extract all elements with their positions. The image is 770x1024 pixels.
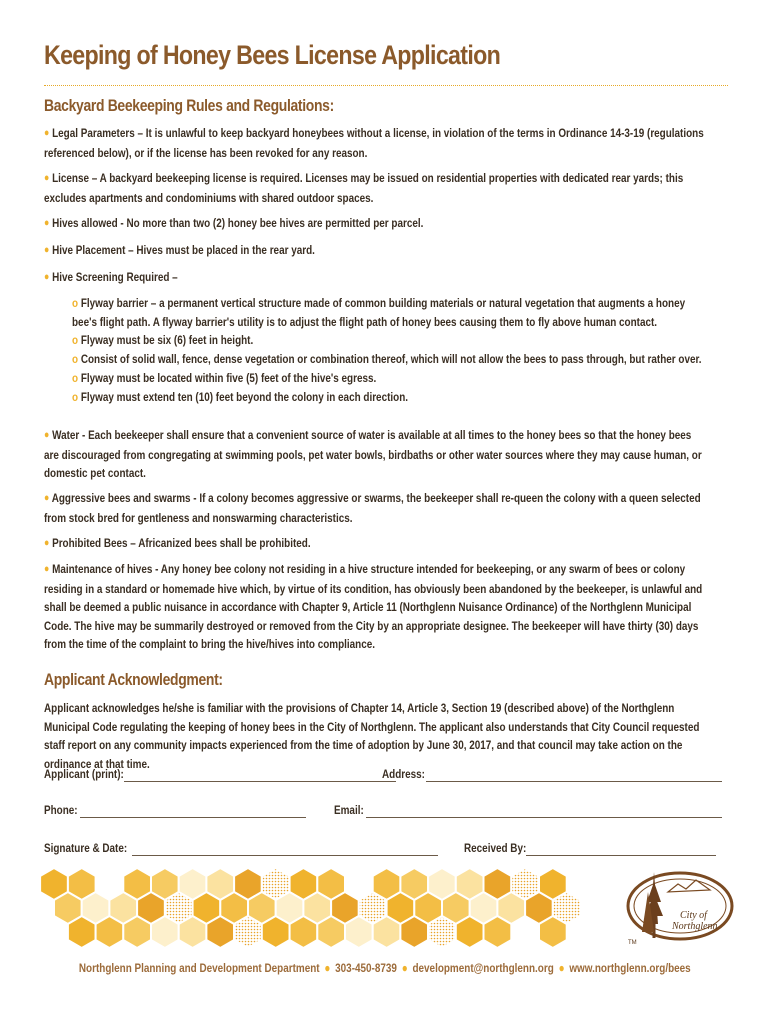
applicant-field[interactable] xyxy=(124,781,396,782)
sub-bullet-icon: o xyxy=(72,371,79,385)
honeycomb-cell xyxy=(484,916,512,948)
bullet-icon: ● xyxy=(44,429,50,441)
footer-website-link[interactable]: www.northglenn.org/bees xyxy=(569,961,691,975)
footer-department: Northglenn Planning and Development Department xyxy=(78,961,320,975)
honeycomb-cells xyxy=(40,868,580,948)
bullet-icon: ● xyxy=(44,217,50,229)
form-row-phone xyxy=(44,803,724,823)
received-by-label: Received By: xyxy=(464,841,527,855)
sub-bullet-icon: o xyxy=(72,352,79,366)
screening-item: o Flyway must be located within five (5) feet of the hive's egress. xyxy=(72,371,377,385)
footer-phone: 303-450-8739 xyxy=(335,961,397,975)
screening-item: o Flyway must extend ten (10) feet beyond the colony in each direction. xyxy=(72,390,409,404)
honeycomb-cell xyxy=(262,916,290,948)
email-label: Email: xyxy=(334,803,364,817)
honeycomb-cell xyxy=(68,916,96,948)
received-by-field[interactable] xyxy=(526,855,716,856)
address-label: Address: xyxy=(382,767,425,781)
logo-text-northglenn: Northglenn xyxy=(672,921,718,932)
honeycomb-cell xyxy=(234,916,262,948)
rule-aggressive-bees: ● Aggressive bees and swarms - If a colony becomes aggressive or swarms, the beekeeper shall re-queen the colony with a queen selected from stock bred for gentleness and nonswarming characteristics. xyxy=(44,491,701,525)
screening-item: o Flyway must be six (6) feet in height. xyxy=(72,333,254,347)
phone-field[interactable] xyxy=(80,817,306,818)
honeycomb-cell xyxy=(456,916,484,948)
page-title: Keeping of Honey Bees License Application xyxy=(44,40,501,70)
rule-hive-placement: ● Hive Placement – Hives must be placed in the rear yard. xyxy=(44,243,315,257)
rule-hive-screening: ● Hive Screening Required – xyxy=(44,270,178,284)
separator-dot-icon: ● xyxy=(558,961,565,975)
bullet-icon: ● xyxy=(44,271,50,283)
screening-item: o Flyway barrier – a permanent vertical structure made of common building materials or natural vegetation that augments a honey bee's flight path. A flyway barrier's utility is to adjust the flight path of honey bees causing them to fly above human contact. xyxy=(72,296,686,329)
honeycomb-cell xyxy=(206,916,234,948)
separator-dot-icon: ● xyxy=(324,961,331,975)
sub-bullet-icon: o xyxy=(72,296,79,310)
footer-contact xyxy=(0,961,770,975)
honeycomb-cell xyxy=(290,916,318,948)
title-divider xyxy=(44,85,728,86)
trademark-label: TM xyxy=(628,940,637,946)
form-row-signature xyxy=(44,841,724,861)
bullet-icon: ● xyxy=(44,563,50,575)
bullet-icon: ● xyxy=(44,172,50,184)
northglenn-logo xyxy=(620,862,738,948)
signature-date-field[interactable] xyxy=(132,855,438,856)
honeycomb-cell xyxy=(151,916,179,948)
separator-dot-icon: ● xyxy=(401,961,408,975)
bullet-icon: ● xyxy=(44,537,50,549)
bullet-icon: ● xyxy=(44,244,50,256)
screening-item: o Consist of solid wall, fence, dense vegetation or combination thereof, which will not allow the bees to pass through, but rather over. xyxy=(72,352,702,366)
address-field[interactable] xyxy=(426,781,722,782)
rule-maintenance: ● Maintenance of hives - Any honey bee colony not residing in a hive structure intended for beekeeping, or any swarm of bees or colony residing in a standard or homemade hive which, by virtue of its condition, has obviously been abandoned by the beekeeper, is unlawful and shall be deemed a public nuisance in accordance with Chapter 9, Article 11 (Northglenn Nuisance Ordinance) of the Northglenn Municipal Code. The hive may be summarily destroyed or removed from the City by an appropriate designee. The beekeeper will have thirty (30) days from the time of the complaint to bring the hive/hives into compliance. xyxy=(44,562,703,652)
honeycomb-cell xyxy=(179,916,207,948)
applicant-label: Applicant (print): xyxy=(44,767,124,781)
rule-legal-parameters: ● Legal Parameters – It is unlawful to keep backyard honeybees without a license, in violation of the terms in Ordinance 14-3-19 (regulations referenced below), or if the license has been revoked for any reason. xyxy=(44,126,704,160)
honeycomb-cell xyxy=(428,916,456,948)
bullet-icon: ● xyxy=(44,492,50,504)
signature-label: Signature & Date: xyxy=(44,841,128,855)
form-row-applicant xyxy=(44,767,724,787)
rules-heading: Backyard Beekeeping Rules and Regulations: xyxy=(44,96,334,115)
honeycomb-cell xyxy=(539,916,567,948)
rule-prohibited-bees: ● Prohibited Bees – Africanized bees shall be prohibited. xyxy=(44,536,311,550)
sub-bullet-icon: o xyxy=(72,390,79,404)
honeycomb-cell xyxy=(373,916,401,948)
honeycomb-cell xyxy=(400,916,428,948)
footer-email-link[interactable]: development@northglenn.org xyxy=(412,961,554,975)
rule-water: ● Water - Each beekeeper shall ensure that a convenient source of water is available at all times to the honey bees so that the honey bees are discouraged from congregating at swimming pools, pet water bowls, birdbaths or other water sources where they may cause human, or domestic pet contact. xyxy=(44,428,702,481)
phone-label: Phone: xyxy=(44,803,78,817)
bullet-icon: ● xyxy=(44,127,50,139)
acknowledgment-heading: Applicant Acknowledgment: xyxy=(44,670,223,689)
rule-license: ● License – A backyard beekeeping license is required. Licenses may be issued on residential properties with dedicated rear yards; this excludes apartments and condominiums with shared outdoor spaces. xyxy=(44,171,684,205)
email-field[interactable] xyxy=(366,817,722,818)
logo-text-city: City of xyxy=(680,910,707,921)
honeycomb-cell xyxy=(96,916,124,948)
honeycomb-cell xyxy=(345,916,373,948)
honeycomb-decoration xyxy=(40,868,615,950)
sub-bullet-icon: o xyxy=(72,333,79,347)
rule-hives-allowed: ● Hives allowed - No more than two (2) honey bee hives are permitted per parcel. xyxy=(44,216,424,230)
honeycomb-cell xyxy=(317,916,345,948)
honeycomb-cell xyxy=(123,916,151,948)
acknowledgment-text: Applicant acknowledges he/she is familiar with the provisions of Chapter 14, Article 3, Section 19 (described above) of the Northglenn Municipal Code regulating the keeping of honey bees in the City of Northglenn. The applicant also understands that City Council requested staff report on any community impacts experienced from the time of adoption by June 30, 2017, and that council may take action on the ordinance at that time. xyxy=(44,701,700,771)
